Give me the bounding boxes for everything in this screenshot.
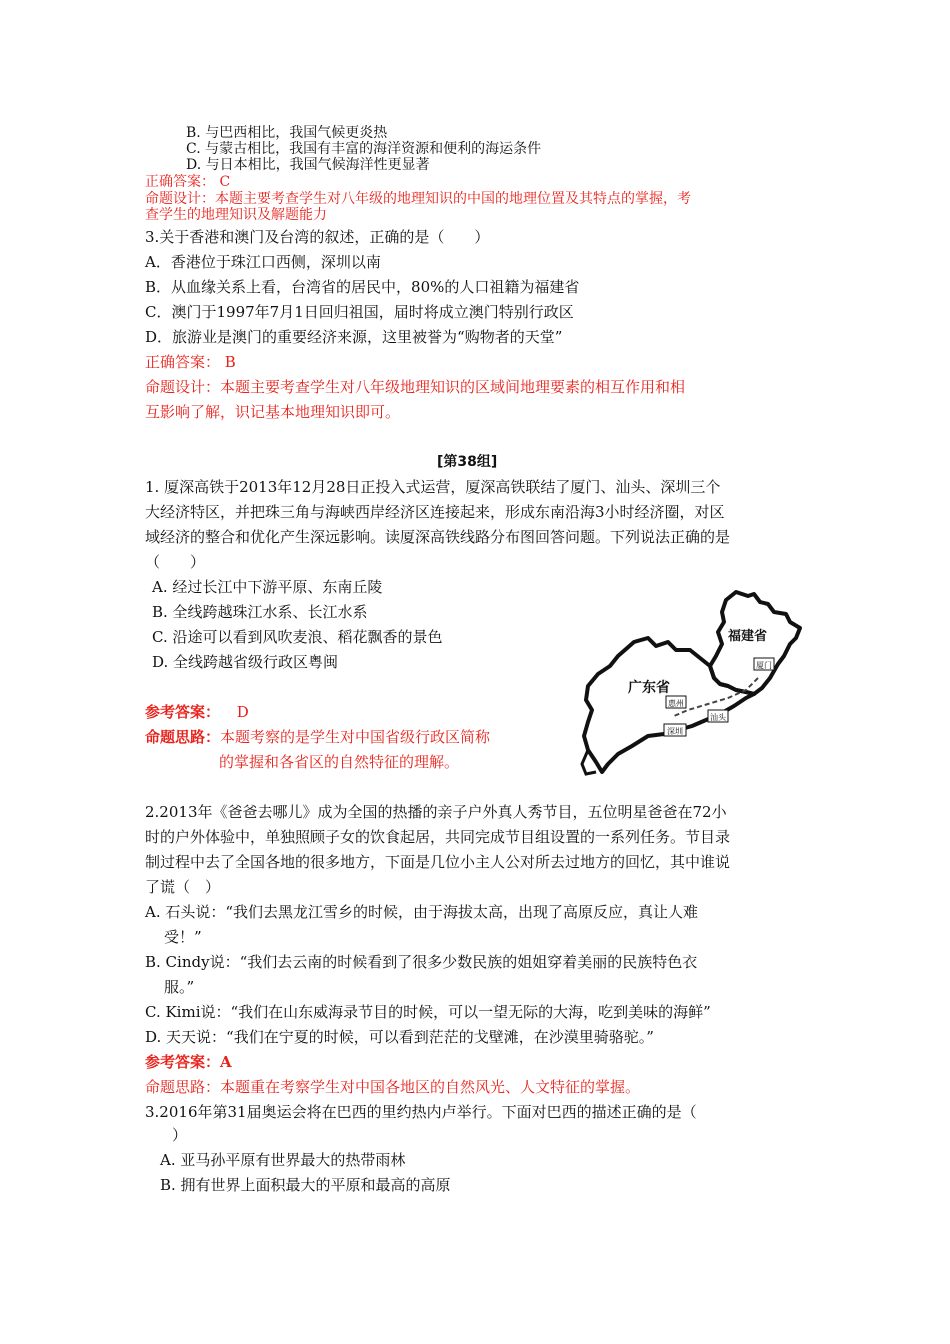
q3-option-b: B．从血缘关系上看，台湾省的居民中，80%的人口祖籍为福建省 — [145, 278, 580, 296]
shantou-label: 汕头 — [710, 713, 726, 722]
g38-q3-stem-line2: ） — [172, 1126, 188, 1144]
g38-q1-stem-line4: （ ） — [145, 553, 206, 571]
g38-q1-idea-line2: 的掌握和各省区的自然特征的理解。 — [219, 753, 460, 771]
g38-q1-stem-line1: 1. 厦深高铁于2013年12月28日正投入式运营，厦深高铁联结了厦门、汕头、深圳三个 — [145, 478, 721, 496]
guangdong-label: 广东省 — [628, 680, 670, 696]
xiamen-shenzhen-railway-map — [578, 586, 808, 776]
g38-q2-option-a-line1: A. 石头说：“我们去黑龙江雪乡的时候，由于海拔太高，出现了高原反应，真让人难 — [145, 903, 699, 921]
q3-option-c: C．澳门于1997年7月1日回归祖国，届时将成立澳门特别行政区 — [145, 303, 574, 321]
group-title: [第38组] — [437, 454, 498, 470]
g38-q2-stem-line2: 时的户外体验中，单独照顾子女的饮食起居，共同完成节目组设置的一系列任务。节目录 — [145, 828, 731, 846]
g38-q2-answer: 参考答案：A — [145, 1053, 232, 1071]
huizhou-label: 惠州 — [668, 699, 684, 708]
q2-option-d: D. 与日本相比，我国气候海洋性更显著 — [186, 157, 430, 173]
g38-q3-option-a: A. 亚马孙平原有世界最大的热带雨林 — [160, 1151, 406, 1169]
g38-q1-idea-label: 命题思路： — [145, 728, 221, 746]
q3-stem: 3.关于香港和澳门及台湾的叙述，正确的是（ ） — [145, 228, 490, 246]
g38-q1-answer — [145, 703, 249, 721]
q3-design-line2: 互影响了解，识记基本地理知识即可。 — [145, 403, 401, 421]
g38-q2-stem-line3: 制过程中去了全国各地的很多地方，下面是几位小主人公对所去过地方的回忆，其中谁说 — [145, 853, 731, 871]
g38-q1-answer-label: 参考答案： — [145, 703, 221, 721]
g38-q1-option-b: B. 全线跨越珠江水系、长江水系 — [152, 603, 368, 621]
g38-q2-option-b-line1: B. Cindy说：“我们去云南的时候看到了很多少数民族的姐姐穿着美丽的民族特色衣 — [145, 953, 698, 971]
xiamen-label: 厦门 — [756, 661, 772, 670]
q2-design-line2: 查学生的地理知识及解题能力 — [145, 207, 327, 223]
g38-q2-option-d: D. 天天说：“我们在宁夏的时候，可以看到茫茫的戈壁滩，在沙漠里骑骆驼。” — [145, 1028, 654, 1046]
g38-q2-option-a-line2: 受！” — [164, 928, 202, 946]
g38-q2-stem-line1: 2.2013年《爸爸去哪儿》成为全国的热播的亲子户外真人秀节目，五位明星爸爸在72小 — [145, 803, 727, 821]
q2-answer: 正确答案： C — [145, 174, 231, 190]
g38-q1-stem-line3: 域经济的整合和优化产生深远影响。读厦深高铁线路分布图回答问题。下列说法正确的是 — [145, 528, 731, 546]
q2-option-c: C. 与蒙古相比，我国有丰富的海洋资源和便利的海运条件 — [186, 141, 542, 157]
g38-q3-stem-line1: 3.2016年第31届奥运会将在巴西的里约热内卢举行。下面对巴西的描述正确的是（ — [145, 1103, 697, 1121]
g38-q1-idea-line1: 本题考察的是学生对中国省级行政区简称 — [220, 728, 491, 746]
q3-option-d: D．旅游业是澳门的重要经济来源，这里被誉为“购物者的天堂” — [145, 328, 563, 346]
g38-q2-option-c: C. Kimi说：“我们在山东威海录节目的时候，可以一望无际的大海，吃到美味的海鲜” — [145, 1003, 711, 1021]
g38-q1-option-d: D. 全线跨越省级行政区粤闽 — [152, 653, 339, 671]
g38-q1-option-c: C. 沿途可以看到风吹麦浪、稻花飘香的景色 — [152, 628, 443, 646]
fujian-label: 福建省 — [728, 629, 768, 644]
shenzhen-label: 深圳 — [667, 727, 683, 736]
g38-q1-idea — [145, 728, 490, 746]
g38-q1-option-a: A. 经过长江中下游平原、东南丘陵 — [152, 578, 383, 596]
q3-answer: 正确答案： B — [145, 353, 236, 371]
g38-q2-option-b-line2: 服。” — [164, 978, 195, 996]
g38-q2-idea: 命题思路：本题重在考察学生对中国各地区的自然风光、人文特征的掌握。 — [145, 1078, 641, 1096]
g38-q3-option-b: B. 拥有世界上面积最大的平原和最高的高原 — [160, 1176, 451, 1194]
q3-option-a: A．香港位于珠江口西侧，深圳以南 — [145, 253, 381, 271]
q3-design-line1: 命题设计：本题主要考查学生对八年级地理知识的区域间地理要素的相互作用和相 — [145, 378, 686, 396]
g38-q1-stem-line2: 大经济特区，并把珠三角与海峡西岸经济区连接起来，形成东南沿海3小时经济圈，对区 — [145, 503, 725, 521]
g38-q2-stem-line4: 了谎（ ） — [145, 878, 221, 896]
q2-option-b: B. 与巴西相比，我国气候更炎热 — [186, 125, 388, 141]
q2-design-line1: 命题设计：本题主要考查学生对八年级的地理知识的中国的地理位置及其特点的掌握，考 — [145, 191, 691, 207]
g38-q1-answer-value: D — [236, 703, 249, 721]
